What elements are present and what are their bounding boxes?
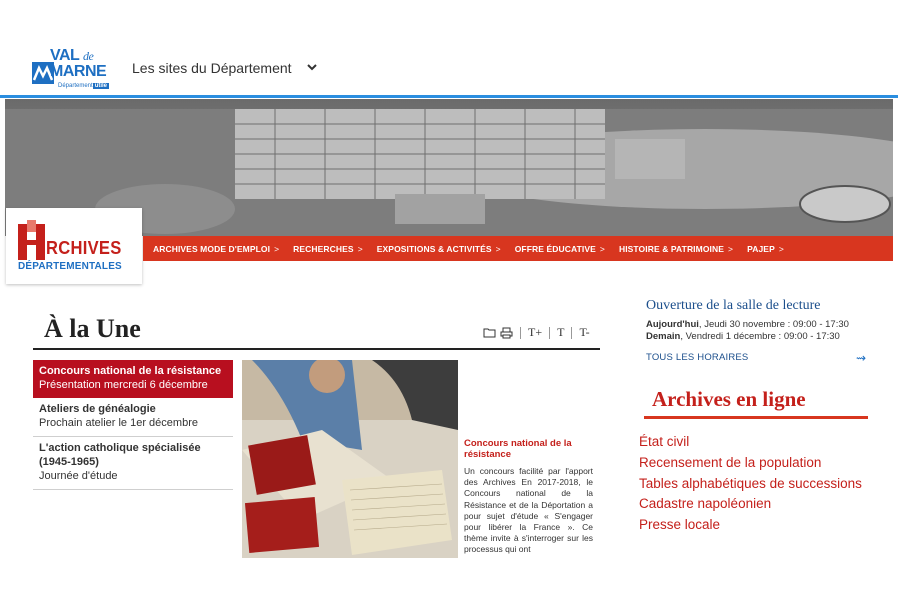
text-size-decrease-button[interactable]: T- (579, 325, 590, 339)
archives-departementales-logo[interactable] (6, 208, 142, 284)
feature-body: Un concours facilité par l'apport des Archives En 2017-2018, le Concours national de la Résistance et de la Déportation a pour sujet d'étude « S'engager pour libérer la France ». Ce thème invite à s'interroger sur les processus qui ont (464, 466, 593, 555)
news-list (33, 360, 233, 490)
news-item-title: Concours national de la résistance (39, 365, 222, 377)
nav-item-pajep[interactable]: PAJEP > (747, 243, 784, 254)
chevron-right-icon: > (357, 243, 363, 254)
online-link-etat-civil[interactable]: État civil (639, 434, 690, 449)
chevron-right-icon: > (495, 243, 501, 254)
site-header (0, 40, 900, 98)
feature-article[interactable] (464, 438, 593, 566)
folder-icon[interactable] (483, 327, 496, 338)
hours-tomorrow: Demain, Vendredi 1 décembre : 09:00 - 17:30 (646, 331, 840, 342)
chevron-right-icon: > (778, 243, 784, 254)
arrow-right-icon[interactable]: ⇝ (856, 351, 867, 365)
une-title: À la Une (44, 314, 141, 343)
archives-subtitle: DÉPARTEMENTALES (18, 260, 122, 272)
text-size-reset-button[interactable]: T (557, 325, 565, 339)
logo-line1: VAL de (50, 47, 94, 64)
logo-line2: MARNE (50, 63, 107, 80)
nav-item-expositions[interactable]: EXPOSITIONS & ACTIVITÉS > (376, 243, 501, 254)
archives-wordmark: RCHIVES (46, 238, 122, 258)
feature-photo[interactable] (242, 360, 458, 558)
print-icon[interactable] (500, 327, 513, 339)
news-item-title: L'action catholique spécialisée (1945-1965) (39, 442, 201, 468)
archives-online-list (639, 432, 869, 536)
nav-item-recherches[interactable]: RECHERCHES > (293, 243, 363, 254)
online-link-tables-successions[interactable]: Tables alphabétiques de successions (639, 475, 862, 491)
reading-room-title: Ouverture de la salle de lecture (646, 298, 821, 313)
main-nav (143, 236, 893, 261)
chevron-right-icon: > (274, 243, 280, 254)
online-link-recensement[interactable]: Recensement de la population (639, 454, 822, 470)
news-item-sub: Présentation mercredi 6 décembre (39, 379, 208, 391)
text-tools (483, 325, 590, 340)
tool-separator (549, 327, 550, 339)
chevron-down-icon[interactable] (305, 60, 319, 74)
sites-dropdown-label[interactable]: Les sites du Département (132, 60, 292, 76)
news-item-sub: Prochain atelier le 1er décembre (39, 417, 198, 429)
archives-online-title: Archives en ligne (652, 387, 806, 411)
text-size-increase-button[interactable]: T+ (528, 325, 543, 339)
header-divider (0, 95, 898, 98)
nav-item-histoire-patrimoine[interactable]: HISTOIRE & PATRIMOINE > (618, 243, 734, 254)
chevron-right-icon: > (599, 243, 605, 254)
all-hours-link[interactable]: TOUS LES HORAIRES (646, 352, 749, 363)
feature-title: Concours national de la résistance (464, 438, 572, 460)
archives-online-divider (644, 416, 868, 419)
nav-item-offre-educative[interactable]: OFFRE ÉDUCATIVE > (514, 243, 605, 254)
news-item-concours[interactable] (33, 360, 233, 398)
val-de-marne-logo[interactable] (32, 48, 122, 94)
chevron-right-icon: > (728, 243, 734, 254)
news-item-action-catholique[interactable] (33, 437, 233, 490)
online-link-presse-locale[interactable]: Presse locale (639, 517, 721, 533)
news-item-genealogie[interactable] (33, 398, 233, 437)
une-divider (33, 348, 600, 350)
hours-today: Aujourd'hui, Jeudi 30 novembre : 09:00 - 17:30 (646, 319, 849, 330)
news-item-sub: Journée d'étude (39, 470, 118, 482)
news-item-title: Ateliers de généalogie (39, 403, 156, 415)
tool-separator (571, 327, 572, 339)
online-link-cadastre[interactable]: Cadastre napoléonien (639, 496, 772, 512)
nav-item-archives-mode-emploi[interactable]: ARCHIVES MODE D'EMPLOI > (153, 243, 280, 254)
tool-separator (520, 327, 521, 339)
logo-tagline: Département utile (58, 83, 108, 89)
